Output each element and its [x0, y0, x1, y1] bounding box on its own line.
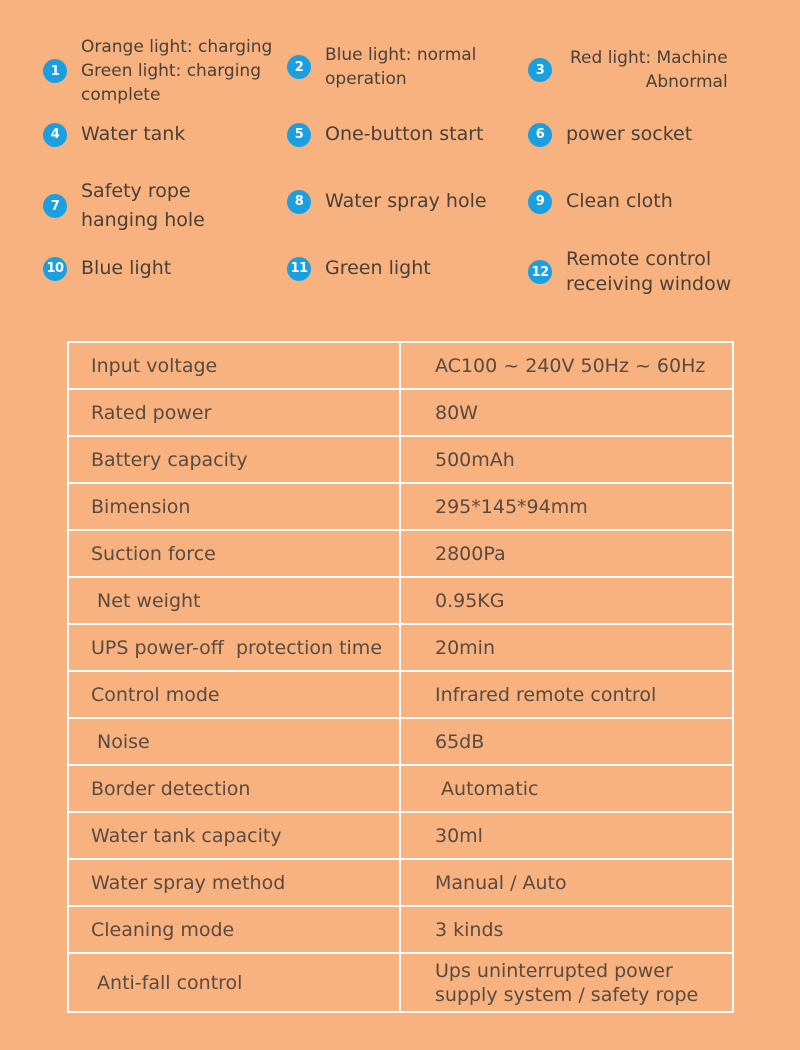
table-row	[69, 437, 732, 484]
legend-item-4	[43, 122, 185, 147]
number-badge: 4	[43, 123, 67, 147]
table-row	[69, 578, 732, 625]
table-row	[69, 672, 732, 719]
legend-item-1	[43, 35, 272, 107]
spec-value: 80W	[435, 401, 478, 424]
legend-item-5	[287, 122, 484, 147]
number-badge: 1	[43, 59, 67, 83]
spec-value: 30ml	[435, 824, 483, 847]
table-row	[69, 954, 732, 1011]
number-badge: 12	[528, 260, 552, 284]
spec-value: 2800Pa	[435, 542, 506, 565]
spec-label: Border detection	[69, 766, 401, 811]
spec-value: 295*145*94mm	[435, 495, 588, 518]
specification-table	[67, 341, 734, 1013]
spec-label: Control mode	[69, 672, 401, 717]
legend-item-12	[528, 247, 731, 297]
number-badge: 9	[528, 190, 552, 214]
legend-item-8	[287, 189, 487, 214]
table-row	[69, 860, 732, 907]
spec-label: Water tank capacity	[69, 813, 401, 858]
legend-label: power socket	[566, 123, 693, 145]
spec-label: Noise	[69, 719, 401, 764]
legend-label: Blue light	[81, 257, 172, 279]
spec-value: 0.95KG	[435, 589, 505, 612]
legend-item-9	[528, 189, 673, 214]
number-badge: 11	[287, 257, 311, 281]
component-legend	[0, 0, 800, 310]
table-row	[69, 813, 732, 860]
table-row	[69, 390, 732, 437]
table-row	[69, 343, 732, 390]
legend-item-10	[43, 256, 171, 281]
spec-label: Input voltage	[69, 343, 401, 388]
spec-label: Anti-fall control	[69, 954, 401, 1011]
spec-value: 20min	[435, 636, 496, 659]
number-badge: 2	[287, 55, 311, 79]
spec-value: AC100 ~ 240V 50Hz ~ 60Hz	[435, 354, 706, 377]
legend-label: Clean cloth	[566, 190, 673, 212]
spec-value: 3 kinds	[435, 918, 504, 941]
spec-label: Bimension	[69, 484, 401, 529]
legend-label: Water tank	[81, 123, 186, 145]
table-row	[69, 766, 732, 813]
legend-item-6	[528, 122, 692, 147]
spec-label: Net weight	[69, 578, 401, 623]
legend-label: Remote control receiving window	[566, 248, 732, 295]
number-badge: 6	[528, 123, 552, 147]
legend-label: Blue light: normal operation	[325, 45, 477, 89]
number-badge: 8	[287, 190, 311, 214]
legend-label: One-button start	[325, 123, 484, 145]
legend-item-7	[43, 177, 205, 235]
table-row	[69, 907, 732, 954]
spec-label: Water spray method	[69, 860, 401, 905]
legend-label: Water spray hole	[325, 190, 487, 212]
legend-label: Red light: Machine Abnormal	[570, 48, 728, 92]
legend-item-3	[528, 46, 728, 94]
table-row	[69, 719, 732, 766]
spec-value: 500mAh	[435, 448, 515, 471]
spec-value: Ups uninterrupted power supply system / safety rope	[435, 959, 699, 1006]
table-row	[69, 625, 732, 672]
legend-label: Green light	[325, 257, 431, 279]
spec-value: Manual / Auto	[435, 871, 567, 894]
spec-value: 65dB	[435, 730, 485, 753]
spec-label: UPS power-off protection time	[69, 625, 401, 670]
legend-item-2	[287, 43, 476, 91]
spec-label: Cleaning mode	[69, 907, 401, 952]
table-row	[69, 484, 732, 531]
spec-value: Automatic	[435, 777, 539, 800]
table-row	[69, 531, 732, 578]
number-badge: 5	[287, 123, 311, 147]
spec-value: Infrared remote control	[435, 683, 657, 706]
spec-label: Suction force	[69, 531, 401, 576]
spec-label: Rated power	[69, 390, 401, 435]
legend-item-11	[287, 256, 431, 281]
number-badge: 3	[528, 58, 552, 82]
legend-label: Orange light: charging Green light: charging complete	[81, 37, 273, 105]
number-badge: 10	[43, 257, 67, 281]
legend-label: Safety rope hanging hole	[81, 180, 205, 231]
number-badge: 7	[43, 194, 67, 218]
spec-label: Battery capacity	[69, 437, 401, 482]
